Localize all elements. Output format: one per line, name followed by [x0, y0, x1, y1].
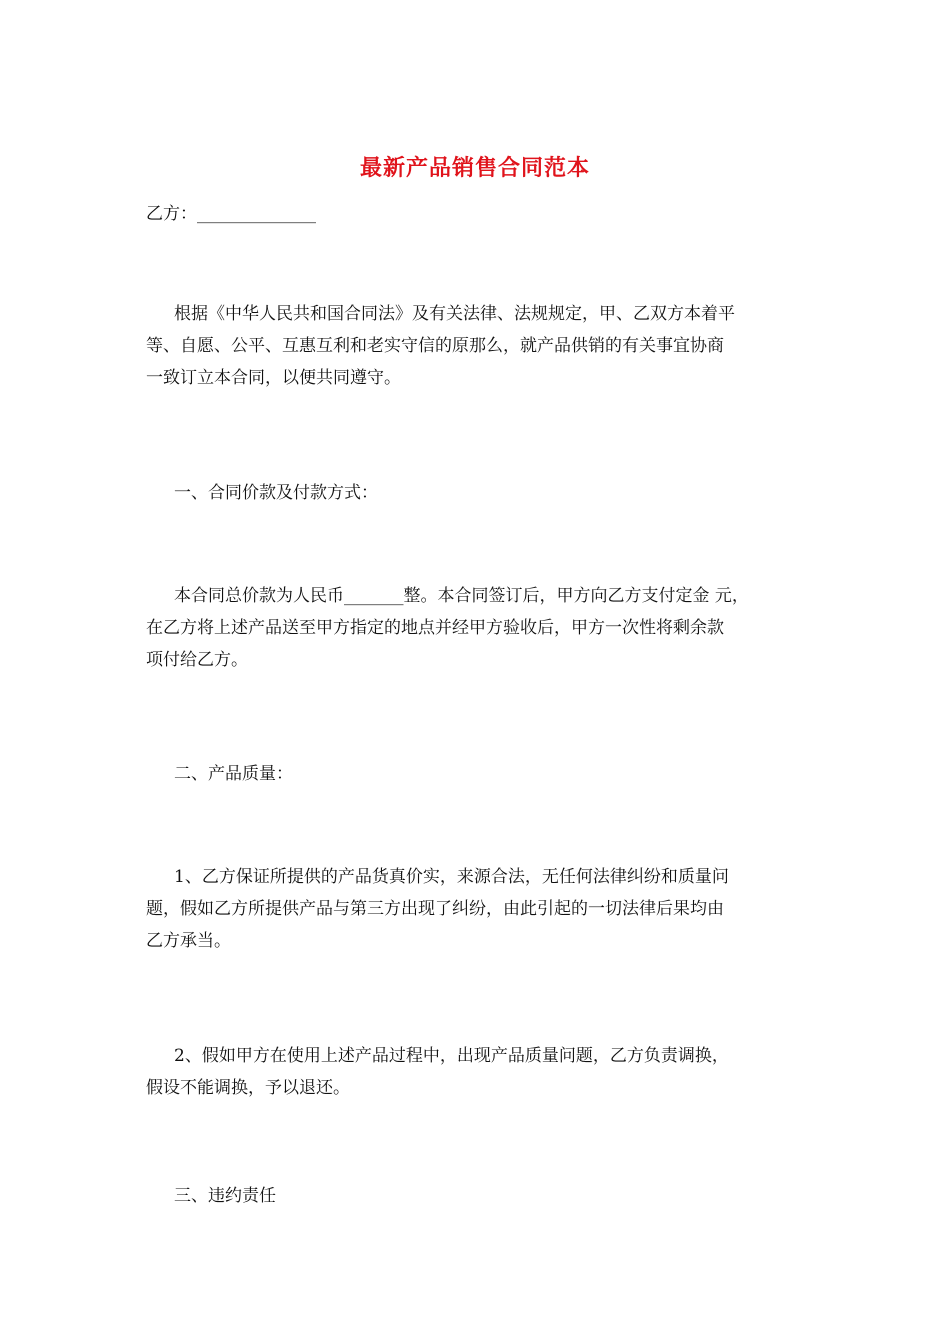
paragraph-line: 根据《中华人民共和国合同法》及有关法律、法规规定，甲、乙双方本着平	[174, 304, 735, 324]
section-2-item-1	[146, 861, 811, 957]
section-2-item-2	[146, 1040, 811, 1104]
section-3-heading-block	[146, 1180, 811, 1212]
paragraph-line: 题，假如乙方所提供产品与第三方出现了纠纷，由此引起的一切法律后果均由	[146, 899, 724, 919]
paragraph-line: 本合同总价款为人民币_______整。本合同签订后，甲方向乙方支付定金 元，	[174, 586, 749, 606]
paragraph-line: 等、自愿、公平、互惠互利和老实守信的原那么，就产品供销的有关事宜协商	[146, 336, 724, 356]
section-heading: 二、产品质量：	[174, 764, 293, 784]
document-title: 最新产品销售合同范本	[359, 155, 590, 181]
paragraph-line: 在乙方将上述产品送至甲方指定的地点并经甲方验收后，甲方一次性将剩余款	[146, 618, 724, 638]
section-1-paragraph	[146, 580, 811, 676]
section-heading: 三、违约责任	[174, 1186, 276, 1206]
party-b-line: 乙方：______________	[146, 204, 316, 224]
paragraph-line: 乙方承当。	[146, 931, 231, 951]
paragraph-line: 一致订立本合同，以便共同遵守。	[146, 368, 401, 388]
paragraph-line: 2、假如甲方在使用上述产品过程中，出现产品质量问题，乙方负责调换，	[174, 1046, 729, 1066]
intro-paragraph	[146, 298, 811, 394]
section-heading: 一、合同价款及付款方式：	[174, 483, 378, 503]
paragraph-line: 项付给乙方。	[146, 650, 248, 670]
section-1-heading-block	[146, 477, 811, 509]
paragraph-line: 1、乙方保证所提供的产品货真价实，来源合法，无任何法律纠纷和质量问	[174, 867, 729, 887]
section-2-heading-block	[146, 758, 811, 790]
paragraph-line: 假设不能调换，予以退还。	[146, 1078, 350, 1098]
